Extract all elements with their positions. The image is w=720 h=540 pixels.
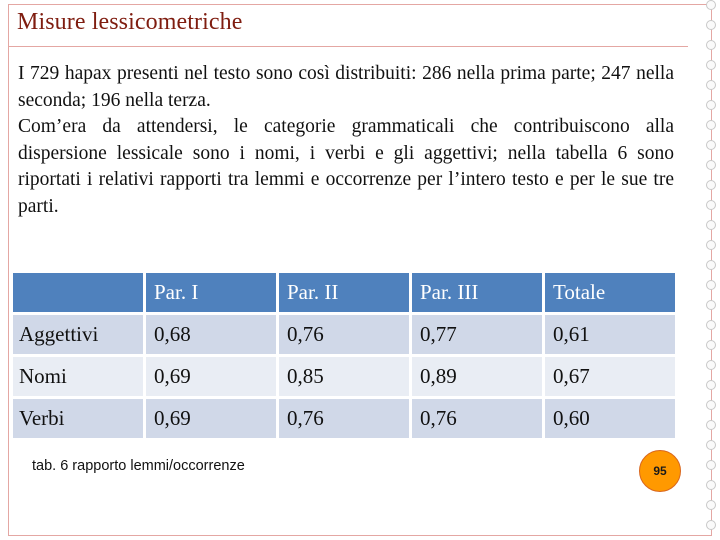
table-cell: 0,89 xyxy=(412,357,542,396)
table-cell: 0,76 xyxy=(279,315,409,354)
header-cell-par-3: Par. III xyxy=(412,273,542,312)
decorative-side-chain xyxy=(705,0,717,540)
table-cell: 0,76 xyxy=(412,399,542,438)
table-row xyxy=(13,399,675,438)
table-row xyxy=(13,315,675,354)
header-cell-par-2: Par. II xyxy=(279,273,409,312)
table-cell: 0,85 xyxy=(279,357,409,396)
table-cell: 0,61 xyxy=(545,315,675,354)
row-label: Nomi xyxy=(13,357,143,396)
paragraph-hapax: I 729 hapax presenti nel testo sono così distribuiti: 286 nella prima parte; 247 nella seconda; 196 nella terza. xyxy=(18,63,674,111)
row-label: Verbi xyxy=(13,399,143,438)
row-label: Aggettivi xyxy=(13,315,143,354)
title-divider xyxy=(8,46,688,47)
table-cell: 0,68 xyxy=(146,315,276,354)
header-cell-total: Totale xyxy=(545,273,675,312)
paragraph-categories: Com’era da attendersi, le categorie grammaticali che contribuiscono alla dispersione lessicale sono i nomi, i verbi e gli aggettivi; nella tabella 6 sono riportati i relativi rapporti tra lemmi e occorrenze per l’intero testo e per le sue tre parti. xyxy=(18,116,674,217)
header-cell-empty xyxy=(13,273,143,312)
table-cell: 0,69 xyxy=(146,357,276,396)
table-caption: tab. 6 rapporto lemmi/occorrenze xyxy=(32,458,245,474)
table-cell: 0,77 xyxy=(412,315,542,354)
table-header-row xyxy=(13,273,675,312)
body-text xyxy=(18,61,674,220)
table-cell: 0,69 xyxy=(146,399,276,438)
table-row xyxy=(13,357,675,396)
header-cell-par-1: Par. I xyxy=(146,273,276,312)
ratio-table xyxy=(10,270,678,441)
page-number-badge: 95 xyxy=(639,450,681,492)
table-cell: 0,67 xyxy=(545,357,675,396)
slide-title: Misure lessicometriche xyxy=(17,9,243,35)
table-cell: 0,60 xyxy=(545,399,675,438)
table-cell: 0,76 xyxy=(279,399,409,438)
